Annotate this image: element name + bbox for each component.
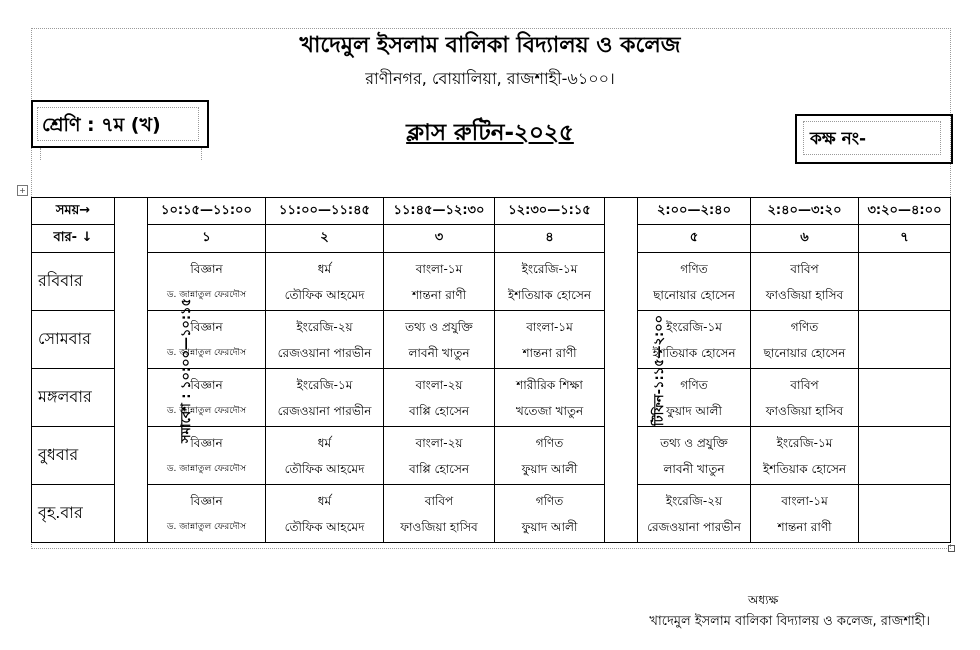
period-time: ১১:৪৫—১২:৩০	[384, 198, 495, 225]
text-box-guide	[40, 148, 202, 160]
period-time: ১১:০০—১১:৪৫	[266, 198, 384, 225]
subject-name: বাংলা-১ম	[415, 261, 463, 276]
signatory-school: খাদেমুল ইসলাম বালিকা বিদ্যালয় ও কলেজ, রাজশাহী।	[649, 614, 930, 629]
subject-name: ইংরেজি-১ম	[521, 261, 578, 276]
class-cell[interactable]	[495, 311, 605, 369]
subject-name: ইংরেজি-১ম	[776, 435, 833, 450]
teacher-name: ইশতিয়াক হোসেন	[652, 345, 736, 360]
class-cell[interactable]	[859, 485, 951, 543]
teacher-name: ইশতিয়াক হোসেন	[507, 287, 592, 302]
subject-name: বাবিপ	[790, 261, 819, 276]
subject-name: বাংলা-১ম	[526, 319, 573, 334]
class-cell[interactable]	[148, 427, 266, 485]
room-label[interactable]: কক্ষ নং-	[803, 121, 941, 155]
day-row	[32, 427, 951, 485]
subject-name: বাবিপ	[790, 377, 819, 392]
subject-name: ইংরেজি-২য়	[296, 319, 353, 334]
teacher-name: ড. জান্নাতুল ফেরদৌস	[166, 347, 247, 358]
teacher-name: ড. জান্নাতুল ফেরদৌস	[166, 405, 247, 416]
subject-name: বিজ্ঞান	[190, 319, 223, 334]
table-move-handle-icon[interactable]: +	[17, 185, 28, 196]
class-cell[interactable]	[495, 369, 605, 427]
day-header: বার- ↓	[32, 225, 115, 253]
subject-name: বিজ্ঞান	[190, 261, 223, 276]
teacher-name: রেজওয়ানা পারভীন	[277, 345, 372, 360]
teacher-name: ফুয়াদ আলী	[521, 519, 578, 534]
teacher-name: ড. জান্নাতুল ফেরদৌস	[166, 521, 247, 532]
routine-table	[31, 197, 951, 543]
class-cell[interactable]	[751, 427, 859, 485]
class-cell[interactable]	[751, 369, 859, 427]
class-cell[interactable]	[859, 253, 951, 311]
class-cell[interactable]	[266, 311, 384, 369]
period-time: ৩:২০—৪:০০	[859, 198, 951, 225]
subject-name: বাংলা-২য়	[415, 377, 463, 392]
day-row	[32, 311, 951, 369]
teacher-name: ড. জান্নাতুল ফেরদৌস	[166, 463, 247, 474]
teacher-name: রেজওয়ানা পারভীন	[647, 519, 741, 534]
school-name: খাদেমুল ইসলাম বালিকা বিদ্যালয় ও কলেজ	[299, 33, 681, 58]
period-time: ১০:১৫—১১:০০	[148, 198, 266, 225]
teacher-name: ইশতিয়াক হোসেন	[762, 461, 847, 476]
day-name: সোমবার	[32, 311, 115, 369]
period-number: ৩	[384, 225, 495, 253]
teacher-name: লাবনী খাতুন	[663, 461, 725, 476]
table-resize-handle[interactable]	[948, 545, 955, 552]
class-cell[interactable]	[266, 369, 384, 427]
period-number: ১	[148, 225, 266, 253]
teacher-name: লাবনী খাতুন	[408, 345, 470, 360]
time-header: সময়→	[32, 198, 115, 225]
class-cell[interactable]	[638, 485, 751, 543]
teacher-name: শান্তনা রাণী	[522, 345, 577, 360]
subject-name: ইংরেজি-১ম	[296, 377, 353, 392]
period-time: ২:৪০—৩:২০	[751, 198, 859, 225]
subject-name: গণিত	[535, 493, 564, 508]
teacher-name: ছানোয়ার হোসেন	[763, 345, 846, 360]
subject-name: গণিত	[790, 319, 819, 334]
day-name: বৃহ.বার	[32, 485, 115, 543]
class-cell[interactable]	[638, 427, 751, 485]
class-cell[interactable]	[751, 311, 859, 369]
subject-name: বাবিপ	[424, 493, 454, 508]
teacher-name: ফাওজিয়া হাসিব	[765, 403, 844, 418]
teacher-name: বাপ্পি হোসেন	[408, 403, 470, 418]
period-number: ৫	[638, 225, 751, 253]
teacher-name: তৌফিক আহমেদ	[284, 519, 365, 534]
class-cell[interactable]	[266, 253, 384, 311]
class-cell[interactable]	[751, 485, 859, 543]
subject-name: গণিত	[680, 377, 708, 392]
break-column	[605, 198, 668, 543]
class-cell[interactable]	[148, 311, 266, 369]
period-number: ৪	[495, 225, 605, 253]
class-cell[interactable]	[384, 311, 495, 369]
teacher-name: ছানোয়ার হোসেন	[653, 287, 735, 302]
teacher-name: তৌফিক আহমেদ	[284, 287, 365, 302]
class-cell[interactable]	[859, 427, 951, 485]
class-label[interactable]: শ্রেণি : ৭ম (খ)	[37, 107, 199, 141]
class-cell[interactable]	[859, 369, 951, 427]
subject-name: শারীরিক শিক্ষা	[516, 377, 583, 392]
break-label: টিফিন-১:১৫—২:০০	[652, 314, 668, 426]
subject-name: ধর্ম	[317, 435, 332, 450]
teacher-name: ফুয়াদ আলী	[521, 461, 578, 476]
day-row	[32, 369, 951, 427]
teacher-name: তৌফিক আহমেদ	[284, 461, 365, 476]
class-cell[interactable]	[384, 485, 495, 543]
day-name: মঙ্গলবার	[32, 369, 115, 427]
school-address: রাণীনগর, বোয়ালিয়া, রাজশাহী-৬১০০।	[365, 69, 615, 88]
class-cell[interactable]	[495, 427, 605, 485]
teacher-name: ফাওজিয়া হাসিব	[765, 287, 844, 302]
period-number: ৭	[859, 225, 951, 253]
class-cell[interactable]	[148, 253, 266, 311]
class-cell[interactable]	[384, 427, 495, 485]
teacher-name: ড. জান্নাতুল ফেরদৌস	[166, 289, 247, 300]
room-box	[795, 114, 953, 164]
subject-name: ধর্ম	[317, 493, 332, 508]
day-row	[32, 253, 951, 311]
class-cell[interactable]	[751, 253, 859, 311]
assembly-label: সমাবেশ : ১০:০০—১০:১৫	[178, 297, 194, 443]
day-name: বুধবার	[32, 427, 115, 485]
class-cell[interactable]	[638, 253, 751, 311]
signatory-title: অধ্যক্ষ	[748, 593, 779, 607]
subject-name: ইংরেজি-২য়	[665, 493, 723, 508]
subject-name: বাংলা-১ম	[781, 493, 828, 508]
day-row	[32, 485, 951, 543]
period-time: ১২:৩০—১:১৫	[495, 198, 605, 225]
subject-name: গণিত	[535, 435, 564, 450]
teacher-name: ফুয়াদ আলী	[666, 403, 722, 418]
subject-name: ধর্ম	[317, 261, 332, 276]
class-cell[interactable]	[859, 311, 951, 369]
teacher-name: রেজওয়ানা পারভীন	[277, 403, 372, 418]
subject-name: বিজ্ঞান	[190, 493, 223, 508]
assembly-column	[115, 198, 194, 543]
class-cell[interactable]	[266, 427, 384, 485]
class-cell[interactable]	[495, 253, 605, 311]
subject-name: বিজ্ঞান	[190, 435, 223, 450]
class-box	[31, 100, 209, 148]
teacher-name: খতেজা খাতুন	[515, 403, 584, 418]
class-cell[interactable]	[495, 485, 605, 543]
class-cell[interactable]	[384, 253, 495, 311]
subject-name: বাংলা-২য়	[415, 435, 463, 450]
subject-name: তথ্য ও প্রযুক্তি	[405, 319, 473, 334]
teacher-name: ফাওজিয়া হাসিব	[400, 519, 478, 534]
subject-name: বিজ্ঞান	[190, 377, 223, 392]
teacher-name: শান্তনা রাণী	[777, 519, 832, 534]
class-cell[interactable]	[384, 369, 495, 427]
class-cell[interactable]	[148, 369, 266, 427]
day-name: রবিবার	[32, 253, 115, 311]
period-number: ২	[266, 225, 384, 253]
subject-name: তথ্য ও প্রযুক্তি	[660, 435, 728, 450]
period-time: ২:০০—২:৪০	[638, 198, 751, 225]
subject-name: ইংরেজি-১ম	[666, 319, 722, 334]
class-cell[interactable]	[148, 485, 266, 543]
subject-name: গণিত	[680, 261, 708, 276]
period-number: ৬	[751, 225, 859, 253]
teacher-name: শান্তনা রাণী	[411, 287, 467, 302]
routine-title: ক্লাস রুটিন-২০২৫	[406, 120, 574, 146]
class-cell[interactable]	[266, 485, 384, 543]
teacher-name: বাপ্পি হোসেন	[408, 461, 470, 476]
